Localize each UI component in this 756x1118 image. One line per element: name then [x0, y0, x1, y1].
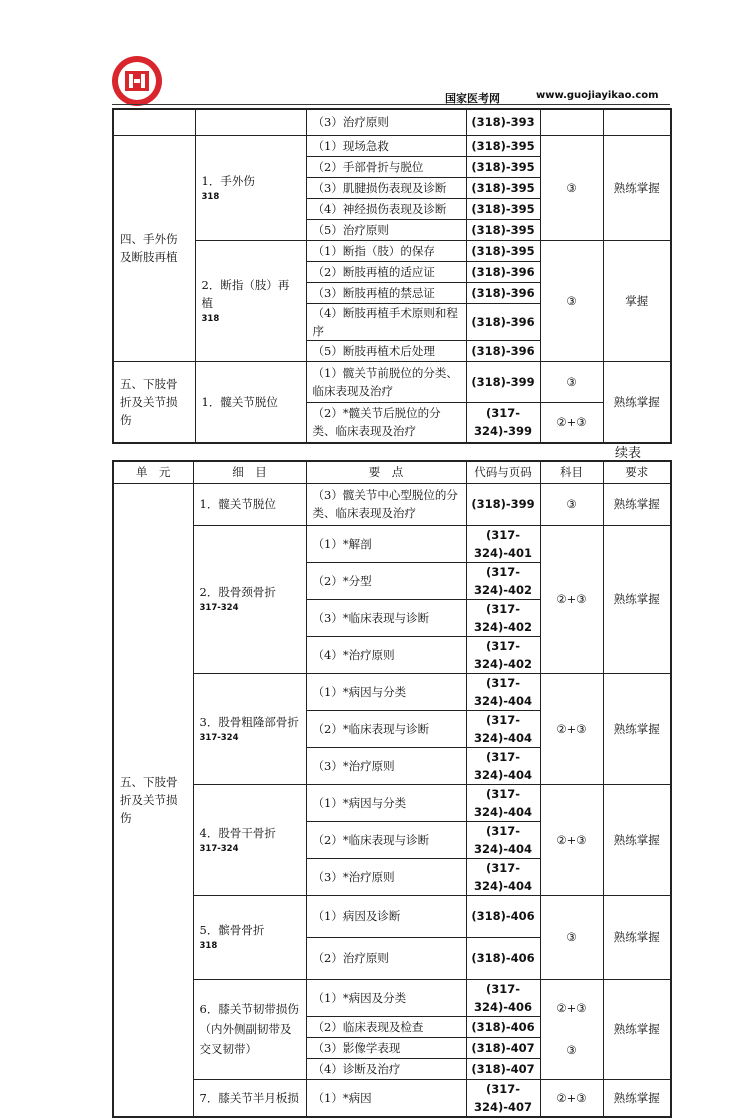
code-cell: (318)-406 [466, 937, 540, 979]
detail-cell: 5．髌骨骨折 318 [193, 895, 306, 979]
table-row [113, 109, 671, 135]
code-cell: (318)-406 [466, 1016, 540, 1037]
syllabus-table-2 [112, 460, 672, 1118]
point-cell: （3）*治疗原则 [306, 858, 466, 895]
code-cell: (318)-399 [466, 361, 540, 402]
point-cell: （1）*解剖 [306, 525, 466, 562]
header-subject: 科目 [540, 461, 603, 483]
subject-cell: ③ [540, 240, 603, 361]
point-cell: （4）*治疗原则 [306, 636, 466, 673]
table-row [113, 483, 671, 525]
point-cell: （5）治疗原则 [306, 219, 466, 240]
point-cell: （1）现场急救 [306, 135, 466, 156]
point-cell: （1）*病因及分类 [306, 979, 466, 1016]
requirement-cell: 熟练掌握 [603, 525, 671, 673]
requirement-cell: 熟练掌握 [603, 361, 671, 443]
code-cell: (317-324)-399 [466, 402, 540, 443]
header-requirement: 要求 [603, 461, 671, 483]
requirement-cell: 熟练掌握 [603, 895, 671, 979]
code-cell: (318)-395 [466, 198, 540, 219]
code-cell: (317-324)-407 [466, 1079, 540, 1117]
point-cell: （1）*病因与分类 [306, 784, 466, 821]
unit-cell: 五、下肢骨折及关节损伤 [113, 361, 195, 443]
point-cell: （4）神经损伤表现及诊断 [306, 198, 466, 219]
code-cell: (318)-395 [466, 135, 540, 156]
subject-cell: ②+③ [540, 525, 603, 673]
site-logo-icon [110, 54, 164, 108]
detail-cell: 2．股骨颈骨折 317-324 [193, 525, 306, 673]
code-cell: (317-324)-406 [466, 979, 540, 1016]
code-cell: (318)-399 [466, 483, 540, 525]
requirement-cell: 熟练掌握 [603, 135, 671, 240]
point-cell: （1）病因及诊断 [306, 895, 466, 937]
code-cell: (318)-395 [466, 177, 540, 198]
point-cell: （2）*临床表现与诊断 [306, 710, 466, 747]
table-row [113, 979, 671, 1016]
code-cell: (318)-395 [466, 240, 540, 261]
table-row [113, 240, 671, 261]
point-cell: （1）断指（肢）的保存 [306, 240, 466, 261]
subject-cell: ③ [540, 895, 603, 979]
detail-cell: 3．股骨粗隆部骨折 317-324 [193, 673, 306, 784]
subject-cell: ②+③ ③ [540, 979, 603, 1079]
detail-cell: 4．股骨干骨折 317-324 [193, 784, 306, 895]
point-cell: （4）断肢再植手术原则和程序 [306, 303, 466, 340]
detail-cell: 6．膝关节韧带损伤（内外侧副韧带及交叉韧带） [193, 979, 306, 1079]
code-cell: (317-324)-401 [466, 525, 540, 562]
code-cell: (318)-393 [466, 109, 540, 135]
requirement-cell: 熟练掌握 [603, 1079, 671, 1117]
code-cell: (318)-407 [466, 1058, 540, 1079]
point-cell: （3）髋关节中心型脱位的分类、临床表现及治疗 [306, 483, 466, 525]
code-cell: (318)-396 [466, 261, 540, 282]
point-cell: （2）治疗原则 [306, 937, 466, 979]
site-name: 国家医考网 [445, 92, 500, 105]
code-cell: (318)-407 [466, 1037, 540, 1058]
header-code: 代码与页码 [466, 461, 540, 483]
point-cell: （2）*髋关节后脱位的分类、临床表现及治疗 [306, 402, 466, 443]
detail-cell: 2．断指（肢）再植 318 [195, 240, 306, 361]
code-cell: (317-324)-404 [466, 747, 540, 784]
subject-cell: ③ [540, 483, 603, 525]
point-cell: （2）断肢再植的适应证 [306, 261, 466, 282]
point-cell: （1）*病因 [306, 1079, 466, 1117]
table-row [113, 525, 671, 562]
requirement-cell: 熟练掌握 [603, 673, 671, 784]
point-cell: （2）手部骨折与脱位 [306, 156, 466, 177]
continued-label: 续表 [615, 446, 642, 461]
code-cell: (318)-395 [466, 219, 540, 240]
code-cell: (318)-396 [466, 340, 540, 361]
subject-cell: ②+③ [540, 784, 603, 895]
header-point: 要 点 [306, 461, 466, 483]
code-cell: (317-324)-404 [466, 821, 540, 858]
detail-cell: 1．手外伤 318 [195, 135, 306, 240]
subject-cell: ②+③ [540, 673, 603, 784]
table-row [113, 895, 671, 937]
code-cell: (317-324)-402 [466, 562, 540, 599]
point-cell: （5）断肢再植术后处理 [306, 340, 466, 361]
point-cell: （2）*分型 [306, 562, 466, 599]
table-row [113, 361, 671, 402]
point-cell: （2）临床表现及检查 [306, 1016, 466, 1037]
table-row [113, 135, 671, 156]
code-cell: (318)-406 [466, 895, 540, 937]
detail-cell: 7．膝关节半月板损 [193, 1079, 306, 1117]
code-cell: (317-324)-404 [466, 673, 540, 710]
code-cell: (317-324)-402 [466, 636, 540, 673]
table-header-row [113, 461, 671, 483]
unit-cell: 四、手外伤及断肢再植 [113, 135, 195, 361]
header-rule [112, 104, 670, 105]
subject-cell: ②+③ [540, 402, 603, 443]
code-cell: (318)-396 [466, 303, 540, 340]
point-cell: （3）肌腱损伤表现及诊断 [306, 177, 466, 198]
code-cell: (318)-396 [466, 282, 540, 303]
header-detail: 细 目 [193, 461, 306, 483]
table-row [113, 673, 671, 710]
code-cell: (317-324)-404 [466, 710, 540, 747]
syllabus-table-1 [112, 108, 672, 444]
site-url[interactable]: www.guojiayikao.com [536, 90, 659, 101]
point-cell: （3）影像学表现 [306, 1037, 466, 1058]
point-cell: （3）断肢再植的禁忌证 [306, 282, 466, 303]
point-cell: （4）诊断及治疗 [306, 1058, 466, 1079]
table-row [113, 784, 671, 821]
detail-cell: 1．髋关节脱位 [193, 483, 306, 525]
table-row [113, 1079, 671, 1117]
code-cell: (318)-395 [466, 156, 540, 177]
subject-cell: ②+③ [540, 1079, 603, 1117]
detail-cell: 1．髋关节脱位 [195, 361, 306, 443]
code-cell: (317-324)-404 [466, 858, 540, 895]
requirement-cell: 掌握 [603, 240, 671, 361]
point-cell: （3）治疗原则 [306, 109, 466, 135]
requirement-cell: 熟练掌握 [603, 483, 671, 525]
point-cell: （3）*治疗原则 [306, 747, 466, 784]
unit-cell: 五、下肢骨折及关节损伤 [113, 483, 193, 1117]
point-cell: （1）*病因与分类 [306, 673, 466, 710]
subject-cell: ③ [540, 135, 603, 240]
requirement-cell: 熟练掌握 [603, 979, 671, 1079]
header-unit: 单 元 [113, 461, 193, 483]
code-cell: (317-324)-402 [466, 599, 540, 636]
requirement-cell: 熟练掌握 [603, 784, 671, 895]
subject-cell: ③ [540, 361, 603, 402]
point-cell: （1）髋关节前脱位的分类、临床表现及治疗 [306, 361, 466, 402]
point-cell: （2）*临床表现与诊断 [306, 821, 466, 858]
point-cell: （3）*临床表现与诊断 [306, 599, 466, 636]
code-cell: (317-324)-404 [466, 784, 540, 821]
